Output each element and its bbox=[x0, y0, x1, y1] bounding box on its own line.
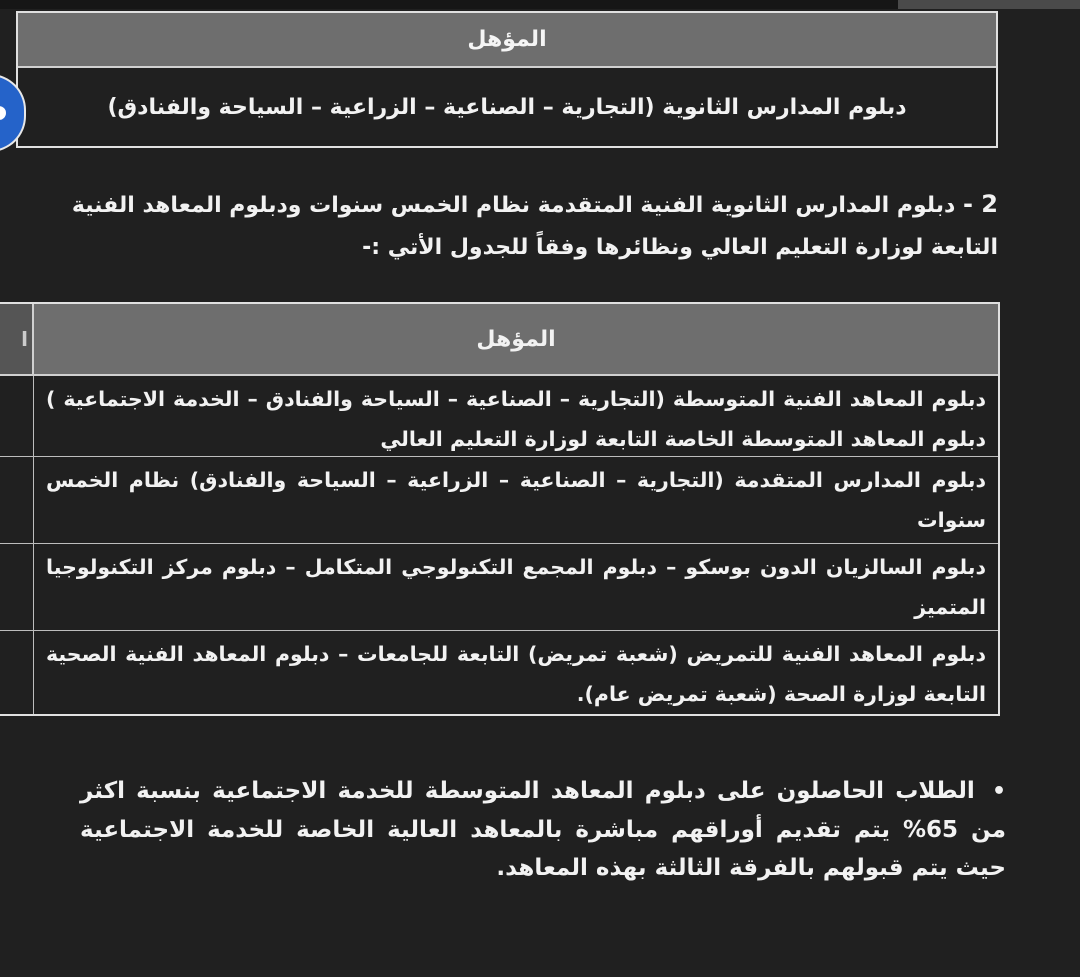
table-cell: دبلوم السالزيان الدون بوسكو – دبلوم المجمع التكنولوجي المتكامل – دبلوم مركز التكنولوجيا المتميز bbox=[46, 555, 986, 619]
section-text: دبلوم المدارس الثانوية الفنية المتقدمة نظام الخمس سنوات ودبلوم المعاهد الفنية التابعة لوزارة التعليم العالي ونظائرها وفقاً للجدول الأتي :- bbox=[71, 193, 998, 260]
table-row bbox=[0, 544, 998, 631]
table-side-cell bbox=[0, 544, 34, 630]
table-row bbox=[0, 376, 998, 457]
table-cell: دبلوم المعاهد الفنية المتوسطة (التجارية – الصناعية – السياحة والفنادق – الخدمة الاجتماعية ) دبلوم المعاهد المتوسطة الخاصة التابعة لوزارة التعليم العالي bbox=[46, 387, 986, 451]
bullet-icon: • bbox=[991, 779, 1006, 804]
section-2-paragraph bbox=[20, 183, 998, 269]
qualification-table-1 bbox=[16, 11, 998, 148]
table-cell: دبلوم المعاهد الفنية للتمريض (شعبة تمريض) التابعة للجامعات – دبلوم المعاهد الفنية الصحية التابعة لوزارة الصحة (شعبة تمريض عام). bbox=[46, 642, 986, 706]
table2-side-header: ا bbox=[0, 304, 34, 374]
table2-header: المؤهل bbox=[34, 304, 998, 374]
table-side-cell bbox=[0, 631, 34, 714]
floating-button-dot bbox=[0, 106, 6, 120]
table-side-cell bbox=[0, 376, 34, 456]
table-side-cell bbox=[0, 457, 34, 543]
table1-row: دبلوم المدارس الثانوية (التجارية – الصناعية – الزراعية – السياحة والفنادق) bbox=[107, 94, 907, 120]
section-number: 2 - bbox=[962, 190, 998, 218]
table-row bbox=[0, 457, 998, 544]
table-cell: دبلوم المدارس المتقدمة (التجارية – الصناعية – الزراعية – السياحة والفنادق) نظام الخمس سنوات bbox=[46, 468, 986, 532]
top-right-bar bbox=[898, 0, 1080, 9]
qualification-table-2 bbox=[0, 302, 1000, 716]
bullet-text: الطلاب الحاصلون على دبلوم المعاهد المتوسطة للخدمة الاجتماعية بنسبة اكثر من 65% يتم تقديم أوراقهم مباشرة بالمعاهد العالية الخاصة للخدمة الاجتماعية حيث يتم قبولهم بالفرقة الثالثة بهذه المعاهد. bbox=[80, 778, 1006, 881]
table-row bbox=[0, 631, 998, 714]
top-dark-bar bbox=[0, 0, 898, 9]
table2-header-row bbox=[0, 304, 998, 376]
table1-header: المؤهل bbox=[18, 13, 996, 68]
bullet-paragraph bbox=[80, 772, 1006, 887]
